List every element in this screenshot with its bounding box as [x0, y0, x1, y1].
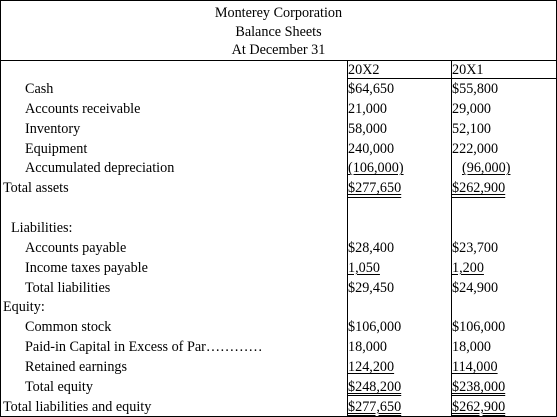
value-20x2: $277,650 — [348, 398, 402, 415]
statement-date: At December 31 — [231, 42, 326, 58]
row-label: Cash — [25, 81, 54, 97]
value-20x1: 18,000 — [452, 339, 492, 356]
value-20x1: $24,900 — [452, 279, 499, 296]
table-row — [0, 198, 557, 218]
table-row — [0, 218, 557, 238]
row-label: Liabilities: — [11, 219, 73, 236]
row-label: Accumulated depreciation — [25, 160, 175, 177]
row-label: Equity: — [3, 299, 45, 316]
value-20x2: $29,450 — [348, 279, 395, 296]
value-20x1: 52,100 — [452, 120, 492, 137]
table-row — [0, 317, 557, 337]
table-row — [0, 99, 557, 119]
row-label: Retained earnings — [25, 358, 128, 375]
row-label: Accounts payable — [25, 239, 127, 256]
table-row — [0, 357, 557, 377]
value-20x2: 124,200 — [348, 358, 395, 375]
value-20x1: $23,700 — [452, 239, 499, 256]
table-row — [0, 278, 557, 298]
table-row — [0, 119, 557, 139]
value-20x1: 29,000 — [452, 100, 492, 117]
table-row — [0, 337, 557, 357]
col-divider-20x1 — [451, 60, 452, 417]
value-20x2: $277,650 — [348, 180, 402, 197]
value-20x2: $106,000 — [348, 319, 402, 336]
year-header-row — [0, 60, 557, 80]
value-20x1: $55,800 — [452, 81, 499, 97]
value-20x1: $262,900 — [452, 180, 506, 197]
table-row — [0, 238, 557, 258]
row-label: Total liabilities — [25, 279, 111, 296]
statement-title: Balance Sheets — [235, 24, 322, 40]
value-20x2: 240,000 — [348, 140, 395, 157]
row-label: Paid-in Capital in Excess of Par………… — [25, 339, 263, 356]
value-20x1: 1,200 — [452, 259, 484, 276]
table-row — [0, 139, 557, 159]
table-row — [0, 79, 557, 99]
year-header-20x2: 20X2 — [348, 62, 380, 78]
table-row — [0, 297, 557, 317]
table-row — [0, 258, 557, 278]
border-left — [0, 0, 1, 417]
value-20x2: $64,650 — [348, 81, 395, 97]
table-row — [0, 158, 557, 178]
value-20x2: 18,000 — [348, 339, 388, 356]
year-header-divider — [347, 78, 557, 79]
table-row — [0, 178, 557, 198]
header-divider — [0, 60, 557, 61]
value-20x2: (106,000) — [348, 160, 404, 177]
value-20x1: $238,000 — [452, 378, 506, 395]
value-20x1: $106,000 — [452, 319, 506, 336]
value-20x2: $28,400 — [348, 239, 395, 256]
company-name: Monterey Corporation — [214, 5, 343, 21]
value-20x2: 21,000 — [348, 100, 388, 117]
row-label: Total assets — [3, 180, 69, 197]
row-label: Total liabilities and equity — [3, 398, 152, 415]
value-20x2: 58,000 — [348, 120, 388, 137]
year-header-20x1: 20X1 — [452, 62, 484, 78]
row-label: Income taxes payable — [25, 259, 148, 276]
table-row — [0, 397, 557, 417]
row-label: Equipment — [25, 140, 88, 157]
value-20x2: $248,200 — [348, 378, 402, 395]
row-label: Inventory — [25, 120, 81, 137]
table-row — [0, 377, 557, 397]
row-label: Total equity — [25, 378, 93, 395]
border-top — [0, 0, 557, 1]
row-label: Accounts receivable — [25, 100, 141, 117]
row-label: Common stock — [25, 319, 112, 336]
col-divider-20x2 — [347, 60, 348, 417]
value-20x1: 222,000 — [452, 140, 499, 157]
value-20x1: $262,900 — [452, 398, 506, 415]
value-20x1: 114,000 — [452, 358, 498, 375]
value-20x2: 1,050 — [348, 259, 380, 276]
value-20x1: (96,000) — [462, 160, 511, 177]
